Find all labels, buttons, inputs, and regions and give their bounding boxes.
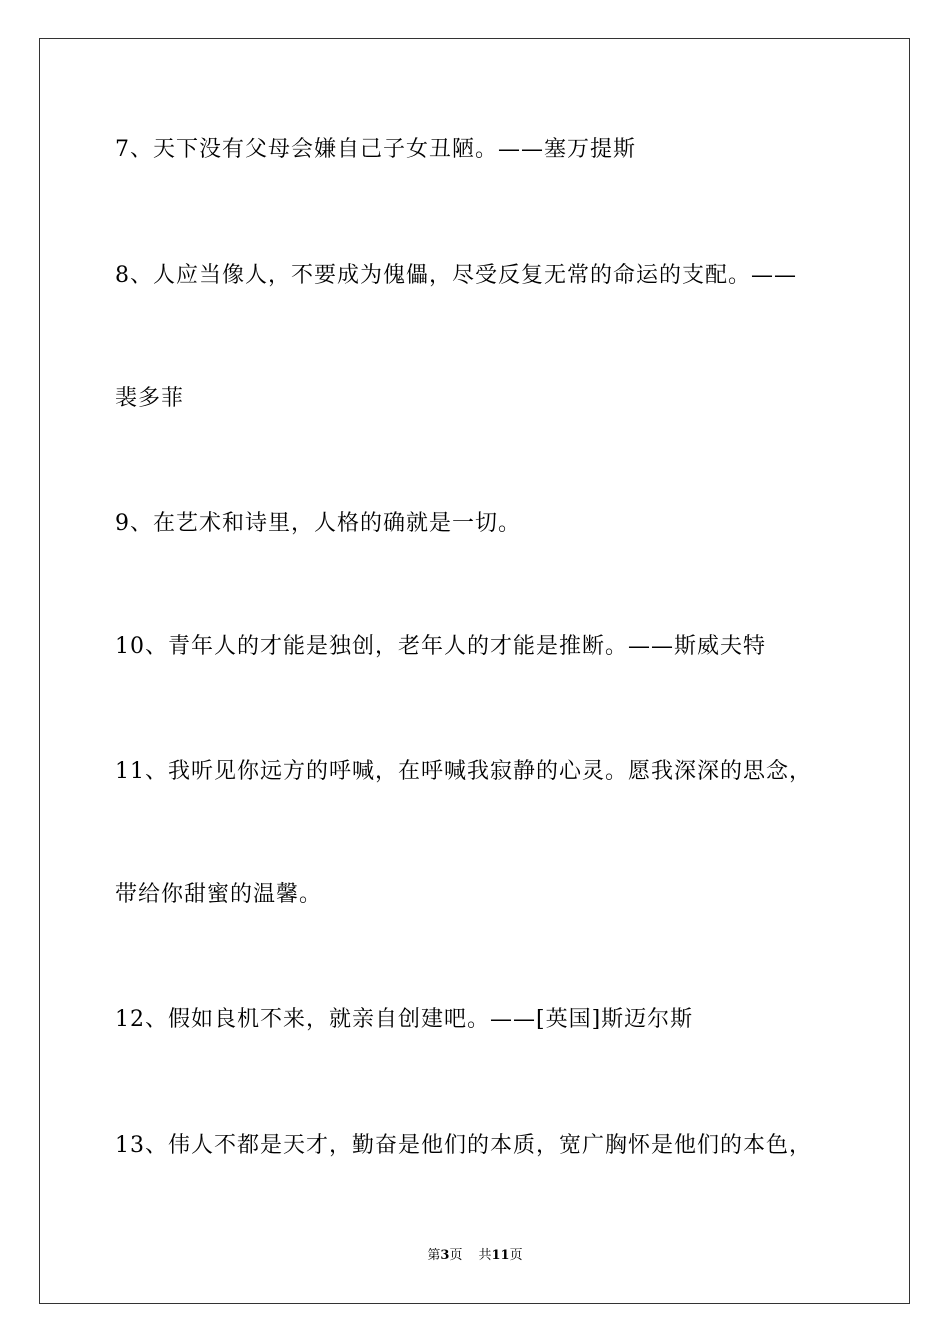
total-prefix: 共 — [478, 1248, 492, 1263]
total-pages: 11 — [491, 1248, 510, 1263]
text-line: 12、假如良机不来，就亲自创建吧。——[英国]斯迈尔斯 — [115, 1007, 694, 1032]
text-line: 7、天下没有父母会嫌自己子女丑陋。——塞万提斯 — [115, 137, 636, 162]
page-prefix: 第 — [427, 1248, 441, 1263]
text-line: 13、伟人不都是天才，勤奋是他们的本质，宽广胸怀是他们的本色， — [115, 1133, 812, 1158]
page-footer — [0, 1248, 950, 1264]
text-line: 带给你甜蜜的温馨。 — [115, 882, 323, 907]
page-frame — [39, 38, 910, 1304]
text-line: 8、人应当像人，不要成为傀儡，尽受反复无常的命运的支配。—— — [115, 263, 797, 288]
text-line: 10、青年人的才能是独创，老年人的才能是推断。——斯威夫特 — [115, 634, 766, 659]
text-line: 11、我听见你远方的呼喊，在呼喊我寂静的心灵。愿我深深的思念， — [115, 759, 812, 784]
page-number: 3 — [440, 1248, 450, 1263]
page-suffix: 页 — [449, 1248, 463, 1263]
total-suffix: 页 — [509, 1248, 523, 1263]
text-line: 裴多菲 — [115, 386, 185, 411]
text-line: 9、在艺术和诗里，人格的确就是一切。 — [115, 511, 521, 536]
